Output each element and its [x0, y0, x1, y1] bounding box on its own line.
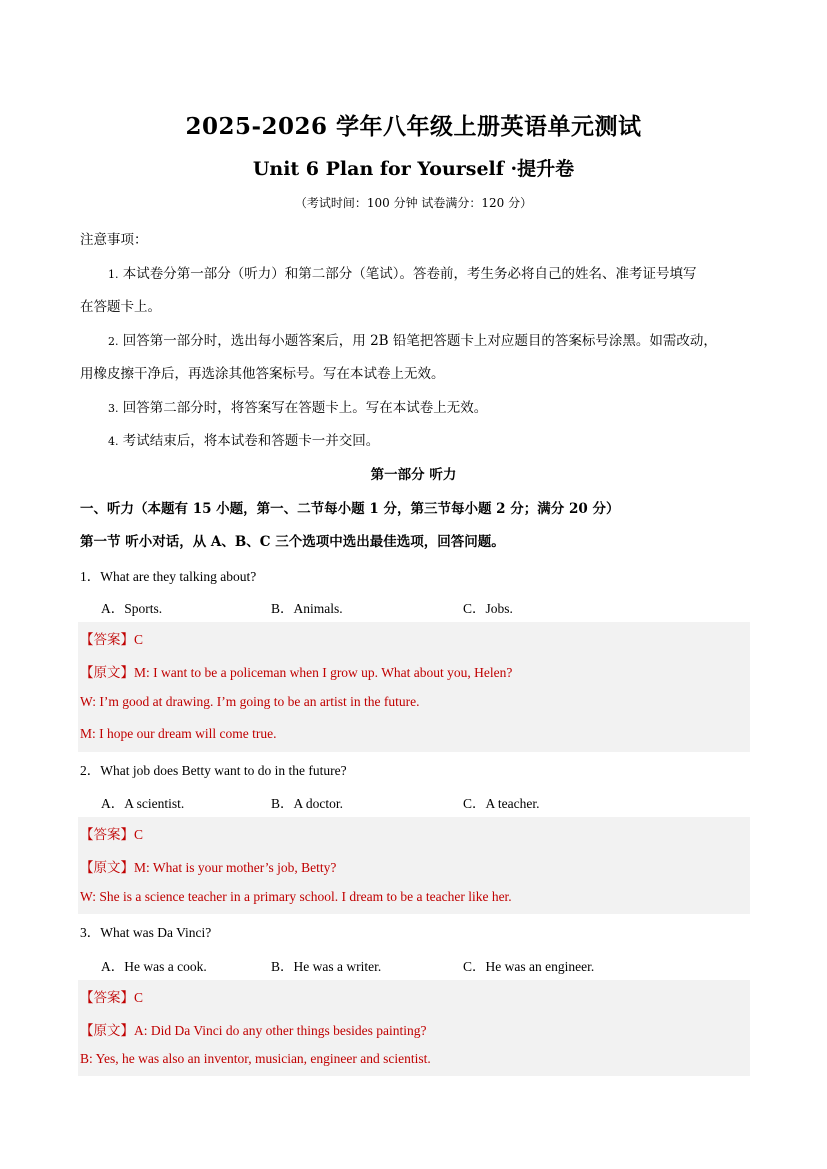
exam-info: （考试时间：100 分钟 试卷满分：120 分） — [294, 196, 533, 210]
transcript-line: W: I’m good at drawing. I’m going to be an artist in the future. — [80, 694, 420, 709]
note-number: 2. — [108, 335, 119, 348]
question-2-stem: 2．What job does Betty want to do in the future? — [80, 763, 347, 778]
question-2-answer — [80, 823, 143, 843]
answer-value: C — [134, 632, 144, 647]
note-text: 本试卷分第一部分（听力）和第二部分（笔试）。答卷前，考生务必将自己的姓名、准考证号填写 — [122, 266, 697, 282]
note-number: 3. — [108, 402, 119, 415]
question-3-option-c: C．He was an engineer. — [463, 959, 595, 974]
part-heading: 第一部分 听力 — [370, 467, 457, 483]
transcript-line: M: I want to be a policeman when I grow up. What about you, Helen? — [134, 665, 513, 680]
question-3-option-a: A．He was a cook. — [101, 959, 207, 974]
note-item-2 — [108, 329, 717, 349]
answer-value: C — [134, 827, 144, 842]
question-1-option-a: A．Sports. — [101, 601, 163, 616]
question-1-transcript — [80, 661, 512, 681]
transcript-line: A: Did Da Vinci do any other things besides painting? — [134, 1023, 427, 1038]
note-text: 回答第二部分时，将答案写在答题卡上。写在本试卷上无效。 — [122, 400, 488, 416]
note-number: 1. — [108, 268, 119, 281]
answer-label: 【答案】 — [80, 632, 134, 648]
transcript-label: 【原文】 — [80, 1023, 134, 1039]
question-1-option-c: C．Jobs. — [463, 601, 513, 616]
answer-value: C — [134, 990, 144, 1005]
transcript-line: B: Yes, he was also an inventor, musician, engineer and scientist. — [80, 1051, 431, 1066]
note-item-2-cont: 用橡皮擦干净后，再选涂其他答案标号。写在本试卷上无效。 — [80, 366, 445, 382]
question-1-answer — [80, 628, 143, 648]
question-1-option-b: B．Animals. — [271, 601, 343, 616]
question-3-answer — [80, 986, 143, 1006]
note-item-1-cont: 在答题卡上。 — [80, 299, 161, 315]
question-2-option-c: C．A teacher. — [463, 796, 540, 811]
note-number: 4. — [108, 435, 119, 448]
question-3-stem: 3．What was Da Vinci? — [80, 925, 212, 940]
transcript-line: M: What is your mother’s job, Betty? — [134, 860, 337, 875]
transcript-label: 【原文】 — [80, 860, 134, 876]
document-title: 2025-2026 学年八年级上册英语单元测试 — [185, 113, 642, 140]
question-3-option-b: B．He was a writer. — [271, 959, 382, 974]
question-1-stem: 1．What are they talking about? — [80, 569, 257, 584]
note-item-1 — [108, 262, 697, 282]
note-item-4 — [108, 429, 379, 449]
subsection-heading: 第一节 听小对话，从 A、B、C 三个选项中选出最佳选项，回答问题。 — [80, 534, 505, 550]
transcript-line: W: She is a science teacher in a primary school. I dream to be a teacher like her. — [80, 889, 512, 904]
question-2-option-a: A．A scientist. — [101, 796, 185, 811]
question-3-transcript — [80, 1019, 427, 1039]
document-subtitle: Unit 6 Plan for Yourself ·提升卷 — [252, 158, 575, 180]
note-text: 考试结束后，将本试卷和答题卡一并交回。 — [122, 433, 380, 449]
note-text: 回答第一部分时，选出每小题答案后，用 2B 铅笔把答题卡上对应题目的答案标号涂黑。如需改动， — [122, 333, 717, 349]
answer-label: 【答案】 — [80, 827, 134, 843]
question-2-option-b: B．A doctor. — [271, 796, 344, 811]
answer-label: 【答案】 — [80, 990, 134, 1006]
transcript-label: 【原文】 — [80, 665, 134, 681]
notes-heading: 注意事项： — [80, 232, 148, 248]
section-heading: 一、听力（本题有 15 小题，第一、二节每小题 1 分，第三节每小题 2 分；满分 20 分） — [80, 501, 620, 517]
question-2-transcript — [80, 856, 336, 876]
transcript-line: M: I hope our dream will come true. — [80, 726, 277, 741]
note-item-3 — [108, 396, 487, 416]
